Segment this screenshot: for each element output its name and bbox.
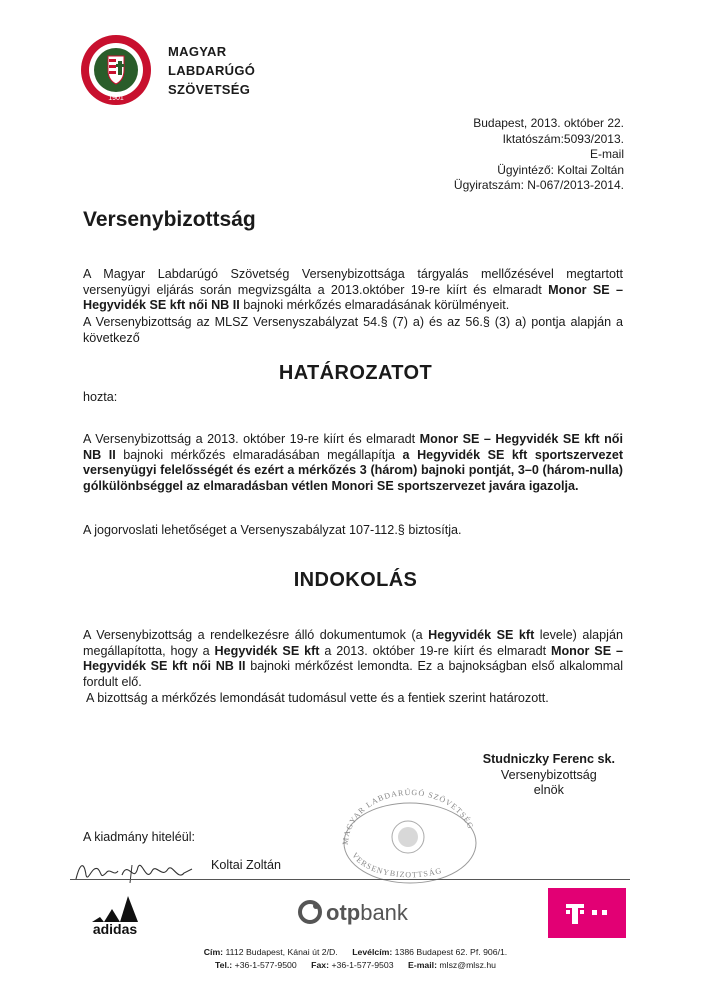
reason-heading: INDOKOLÁS [293,569,418,591]
email-link[interactable]: mlsz@mlsz.hu [436,960,497,970]
stamp-bottom-text: VERSENYBIZOTTSÁG [350,850,444,880]
svg-text:otpbank [326,900,409,925]
hozta-label: hozta: [83,390,118,404]
logo-year: 1901 [108,95,124,102]
decision-paragraph: A Versenybizottság a 2013. október 19-re kiírt és elmaradt Monor SE – Hegyvidék SE kft női NB II bajnoki mérkőzés elmaradásában megállapítja a Hegyvidék SE kft sportszervezet versenyügyi felelősségét és ezért a mérkőzés 3 (három) bajnoki pontját, 3–0 (három-nulla) gólkülönbséggel az elmaradásban vétlen Monori SE sportszervezet javára igazolja. [83,432,624,493]
org-name-line3: SZÖVETSÉG [168,82,251,97]
delivery-channel: E-mail [589,147,624,161]
certified-label: A kiadmány hiteléül: [83,830,196,844]
adidas-wordmark: adidas [92,921,138,936]
footer-divider [70,879,630,880]
org-name [168,42,255,99]
official-stamp [330,785,490,885]
footer-address-line: Cím: 1112 Budapest, Kánai út 2/D. Levélcím: 1386 Budapest 62. Pf. 906/1. [203,947,508,957]
mlsz-logo [80,34,152,106]
match-name: Monor SE – Hegyvidék SE kft női NB II [83,282,624,313]
adidas-logo [78,890,153,936]
file-number: Ügyiratszám: N-067/2013-2014. [453,178,624,192]
handwritten-signature [72,855,197,887]
org-name-line1: MAGYAR [168,44,227,59]
intro-legal-basis: A Versenybizottság az MLSZ Versenyszabályzat 54.§ (7) a) és az 56.§ (3) a) pontja alapján a következő [83,315,623,345]
document-meta [454,116,624,194]
signer-name: Studniczky Ferenc sk. [482,752,615,766]
place-date: Budapest, 2013. október 22. [473,116,624,130]
otpbank-logo [298,896,458,928]
org-name-line2: LABDARÚGÓ [168,63,256,78]
reason-conclusion: A bizottság a mérkőzés lemondását tudomásul vette és a fentiek szerint határozott. [86,691,549,705]
otp-light: bank [360,900,408,925]
reason-paragraph: A Versenybizottság a rendelkezésre álló dokumentumok (a Hegyvidék SE kft levele) alapján megállapította, hogy a Hegyvidék SE kft a 2013. október 19-re kiírt és elmaradt Monor SE – Hegyvidék SE kft női NB II bajnoki mérkőzést lemondta. Ez a bajnokságban első alkalommal fordult elő. [83,628,624,689]
registration-number: Iktatószám:5093/2013. [502,131,624,146]
svg-text:VERSENYBIZOTTSÁG [350,851,443,879]
stamp-top-text: MAGYAR LABDARÚGÓ SZÖVETSÉG [340,787,476,846]
otp-bold: otp [326,900,361,925]
signer-block [483,752,615,799]
document-title: Versenybizottság [83,208,256,231]
clerk: Ügyintéző: Koltai Zoltán [497,162,624,177]
intro-paragraph: A Magyar Labdarúgó Szövetség Versenybizottsága tárgyalás mellőzésével megtartott versenyügyi eljárás során megvizsgálta a 2013.október 19-re kiírt és elmaradt Monor SE – Hegyvidék SE kft női NB II bajnoki mérkőzés elmaradásának körülményeit. [83,267,624,313]
certifier-name: Koltai Zoltán [211,858,282,872]
signer-body: Versenybizottság [500,767,597,782]
remedy-paragraph: A jogorvoslati lehetőséget a Versenyszabályzat 107-112.§ biztosítja. [83,523,462,537]
telekom-logo [548,888,626,938]
decision-heading: HATÁROZATOT [278,362,433,384]
footer-contact-line: Tel.: +36-1-577-9500 Fax: +36-1-577-9503 E-mail: mlsz@mlsz.hu [214,960,497,970]
signer-role: elnök [533,783,564,797]
telekom-t-icon [548,888,626,938]
